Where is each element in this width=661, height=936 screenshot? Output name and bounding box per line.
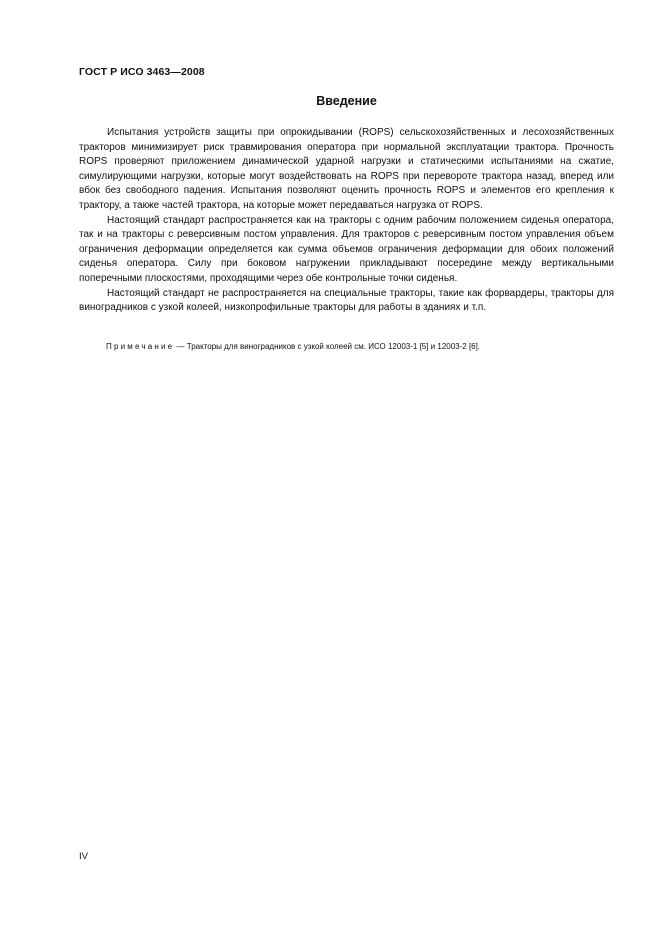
standard-id-header: ГОСТ Р ИСО 3463—2008 — [79, 66, 205, 78]
body-text — [79, 126, 614, 316]
paragraph-2: Настоящий стандарт распространяется как на тракторы с одним рабочим положением сиденья оператора, так и на тракторы с реверсивным постом управления. Для тракторов с реверсивным постом управления объем ограничения деформации определяется как сумма объемов ограничения деформации для обоих положений сиденья оператора. Силу при боковом нагружении прикладывают посередине между вертикальными поперечными плоскостями, проходящими через обе контрольные точки сиденья. — [79, 214, 614, 284]
page-number: IV — [79, 851, 88, 862]
note-text: — Тракторы для виноградников с узкой колеей см. ИСО 12003-1 [5] и 12003-2 [6]. — [176, 342, 481, 351]
section-title: Введение — [316, 94, 377, 108]
paragraph-3: Настоящий стандарт не распространяется на специальные тракторы, такие как форвардеры, тракторы для виноградников с узкой колеей, низкопрофильные тракторы для работы в зданиях и т.п. — [79, 287, 614, 314]
note — [106, 341, 614, 352]
paragraph-1: Испытания устройств защиты при опрокидывании (ROPS) сельскохозяйственных и лесохозяйственных тракторов минимизирует риск травмирования оператора при нормальной эксплуатации трактора. Прочность ROPS проверяют приложением динамической ударной нагрузки и статическими испытаниями на сжатие, симулирующими нагрузки, которые могут воздействовать на ROPS при перевороте трактора назад, вперед или вбок без свободного падения. Испытания позволяют оценить прочность ROPS и элементов его крепления к трактору, а также частей трактора, на которые может передаваться нагрузка от ROPS. — [79, 127, 614, 211]
note-label: Примечание — [106, 342, 175, 351]
